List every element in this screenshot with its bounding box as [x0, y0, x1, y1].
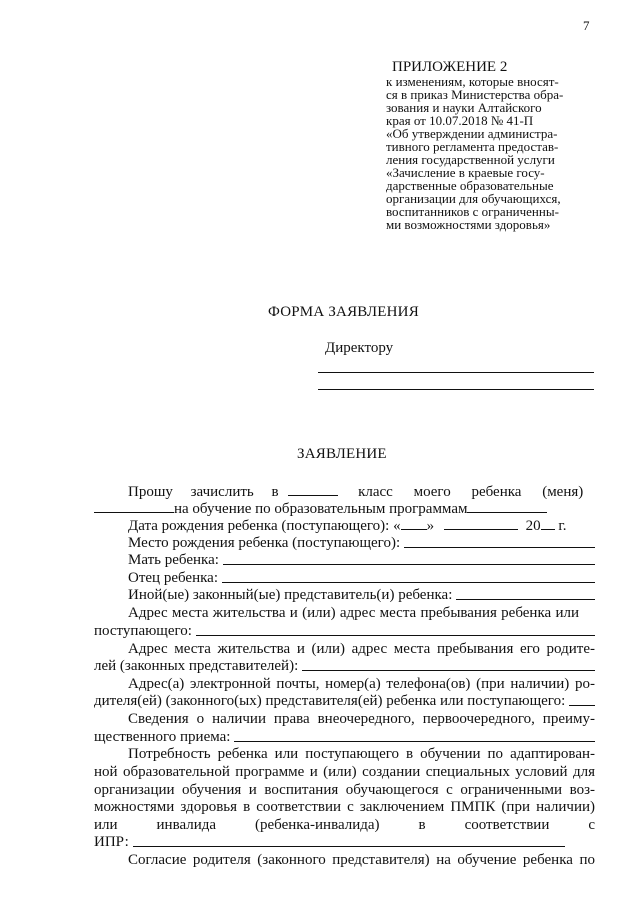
body-text: »	[426, 518, 435, 534]
body-line-3	[128, 517, 567, 534]
body-line-11	[94, 658, 595, 674]
appendix-line: «Зачисление в краевые госу-	[386, 165, 545, 180]
body-line-14: Сведения о наличии права внеочередного, первоочередного, преиму-	[128, 711, 595, 727]
appendix-line: ся в приказ Министерства обра-	[386, 87, 564, 102]
body-line-18: организации обучения и воспитания обучающегося с ограниченными воз-	[94, 782, 595, 798]
applicant-address-label: поступающего:	[94, 623, 192, 639]
birthplace-label: Место рождения ребенка (поступающего):	[128, 535, 401, 551]
father-label: Отец ребенка:	[128, 570, 218, 586]
body-line-6	[128, 570, 595, 586]
body-line-13	[94, 693, 595, 709]
addressee-line-2[interactable]	[318, 389, 594, 390]
document-title: ЗАЯВЛЕНИЕ	[297, 446, 387, 462]
body-line-10: Адрес места жительства и (или) адрес места пребывания его родите-	[128, 641, 595, 657]
form-title: ФОРМА ЗАЯВЛЕНИЯ	[268, 304, 419, 320]
applicant-address-field[interactable]	[196, 623, 595, 636]
body-line-1	[128, 483, 583, 500]
appendix-line: дарственные образовательные	[386, 178, 554, 193]
body-line-19: можностями здоровья в соответствии с заключением ПМПК (при наличии)	[94, 799, 595, 815]
mother-field[interactable]	[223, 552, 595, 565]
appendix-line: зования и науки Алтайского	[386, 100, 542, 115]
priority-right-field[interactable]	[234, 729, 595, 742]
appendix-line: организации для обучающихся,	[386, 191, 561, 206]
appendix-line: воспитанников с ограниченны-	[386, 204, 559, 219]
body-line-15	[94, 729, 595, 745]
program-blank[interactable]	[467, 500, 547, 513]
parents-address-field[interactable]	[302, 658, 595, 671]
birth-year-blank[interactable]	[541, 517, 555, 530]
page-number: 7	[583, 18, 590, 33]
body-line-22: Согласие родителя (законного представителя) на обучение ребенка по	[128, 852, 595, 868]
appendix-line: тивного регламента предостав-	[386, 139, 559, 154]
representative-field[interactable]	[456, 587, 595, 600]
body-line-17: ной образовательной программе и (или) создании специальных условий для	[94, 764, 595, 780]
body-line-16: Потребность ребенка или поступающего в обучении по адаптирован-	[128, 746, 595, 762]
body-text: г.	[558, 518, 567, 534]
body-line-21	[94, 834, 595, 850]
appendix-line: «Об утверждении администра-	[386, 126, 558, 141]
body-line-5	[128, 552, 595, 568]
mother-label: Мать ребенка:	[128, 552, 219, 568]
addressee-label: Директору	[325, 340, 394, 356]
ipr-field[interactable]	[133, 834, 565, 847]
appendix-line: к изменениям, которые вносят-	[386, 74, 559, 89]
appendix-text	[386, 75, 594, 231]
father-field[interactable]	[222, 570, 595, 583]
body-line-9	[94, 623, 595, 639]
body-line-20: или инвалида (ребенка-инвалида) в соответствии с	[94, 817, 595, 833]
body-text: 20	[525, 518, 541, 534]
appendix-line: ми возможностями здоровья»	[386, 217, 551, 232]
body-line-7	[128, 587, 595, 603]
appendix-block	[386, 59, 594, 231]
body-line-4	[128, 535, 595, 551]
representative-label: Иной(ые) законный(ые) представитель(и) ребенка:	[128, 587, 453, 603]
contacts-label: дителя(ей) (законного(ых) представителя(ей) ребенка или поступающего:	[94, 693, 566, 709]
appendix-line: ления государственной услуги	[386, 152, 555, 167]
addressee-line-1[interactable]	[318, 372, 594, 373]
birth-day-blank[interactable]	[401, 517, 427, 530]
birth-month-blank[interactable]	[444, 517, 518, 530]
priority-right-label: щественного приема:	[94, 729, 231, 745]
student-blank[interactable]	[94, 500, 174, 513]
body-text: класс моего ребенка (меня)	[358, 484, 584, 500]
contacts-field[interactable]	[569, 693, 595, 706]
class-blank[interactable]	[288, 483, 338, 496]
appendix-title: ПРИЛОЖЕНИЕ 2	[392, 59, 508, 75]
body-line-12: Адрес(а) электронной почты, номер(а) телефона(ов) (при наличии) ро-	[128, 676, 595, 692]
body-line-8: Адрес места жительства и (или) адрес места пребывания ребенка или	[128, 605, 579, 621]
birthplace-field[interactable]	[404, 535, 595, 548]
body-line-2	[94, 500, 547, 517]
birthdate-label: Дата рождения ребенка (поступающего): «	[128, 518, 401, 534]
body-text: на обучение по образовательным программам	[174, 501, 468, 517]
parents-address-label: лей (законных представителей):	[94, 658, 299, 674]
appendix-line: края от 10.07.2018 № 41-П	[386, 113, 534, 128]
ipr-label: ИПР:	[94, 834, 129, 850]
body-text: Прошу зачислить в	[128, 484, 279, 500]
